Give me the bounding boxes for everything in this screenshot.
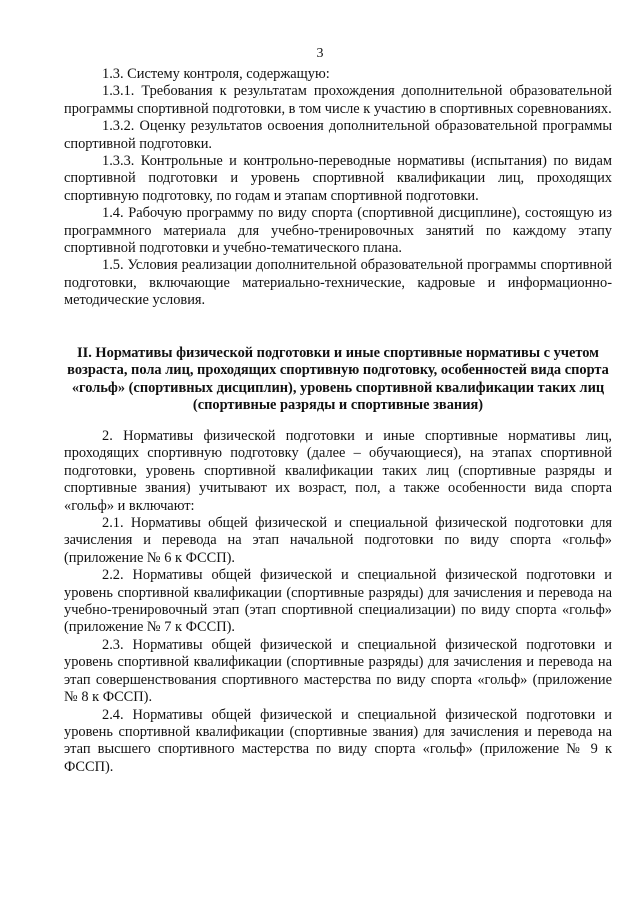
paragraph-2-4: 2.4. Нормативы общей физической и специальной физической подготовки и уровень спортивной квалификации (спортивные звания) для зачисления и перевода на этап высшего спортивного мастерства по виду спорта «гольф» (приложение № 9 к ФССП). xyxy=(64,706,612,775)
section-1-content xyxy=(64,66,612,310)
paragraph-1-5: 1.5. Условия реализации дополнительной образовательной программы спортивной подготовки, включающие материально-технические, кадровые и информационно-методические условия. xyxy=(64,257,612,309)
paragraph-1-3-2: 1.3.2. Оценку результатов освоения дополнительной образовательной программы спортивной подготовки. xyxy=(64,118,612,152)
section-2-heading: II. Нормативы физической подготовки и иные спортивные нормативы с учетом возраста, пола лиц, проходящих спортивную подготовку, особенностей вида спорта «гольф» (спортивных дисциплин), уровень спортивной квалификации таких лиц (спортивные разряды и спортивные звания) xyxy=(67,345,609,414)
paragraph-1-3-3: 1.3.3. Контрольные и контрольно-переводные нормативы (испытания) по видам спортивной подготовки и уровень спортивной квалификации лиц, проходящих спортивную подготовку, по годам и этапам спортивной подготовки. xyxy=(64,153,612,204)
paragraph-2-1: 2.1. Нормативы общей физической и специальной физической подготовки для зачисления и перевода на этап начальной подготовки по виду спорта «гольф» (приложение № 6 к ФССП). xyxy=(64,515,612,566)
paragraph-1-4: 1.4. Рабочую программу по виду спорта (спортивной дисциплине), состоящую из программного материала для учебно-тренировочных занятий по каждому этапу спортивной подготовки и учебно-тематического плана. xyxy=(64,205,612,257)
paragraph-1-3: 1.3. Систему контроля, содержащую: xyxy=(102,66,330,82)
section-2-content xyxy=(64,428,612,776)
paragraph-2: 2. Нормативы физической подготовки и иные спортивные нормативы лиц, проходящих спортивную подготовку (далее – обучающиеся), на этапах спортивной подготовки, уровень спортивной квалификации таких лиц (спортивные разряды и спортивные звания) учитывают их возраст, пол, а также особенности вида спорта «гольф» и включают: xyxy=(64,428,612,514)
paragraph-2-3: 2.3. Нормативы общей физической и специальной физической подготовки и уровень спортивной квалификации (спортивные разряды) для зачисления и перевода на этап совершенствования спортивного мастерства по виду спорта «гольф» (приложение № 8 к ФССП). xyxy=(64,636,612,706)
paragraph-2-2: 2.2. Нормативы общей физической и специальной физической подготовки и уровень спортивной квалификации (спортивные разряды) для зачисления и перевода на учебно-тренировочный этап (этап спортивной специализации) по виду спорта «гольф» (приложение № 7 к ФССП). xyxy=(64,567,612,636)
paragraph-1-3-1: 1.3.1. Требования к результатам прохождения дополнительной образовательной программы спортивной подготовки, в том числе к участию в спортивных соревнованиях. xyxy=(64,83,612,117)
page-number: 3 xyxy=(316,46,324,61)
